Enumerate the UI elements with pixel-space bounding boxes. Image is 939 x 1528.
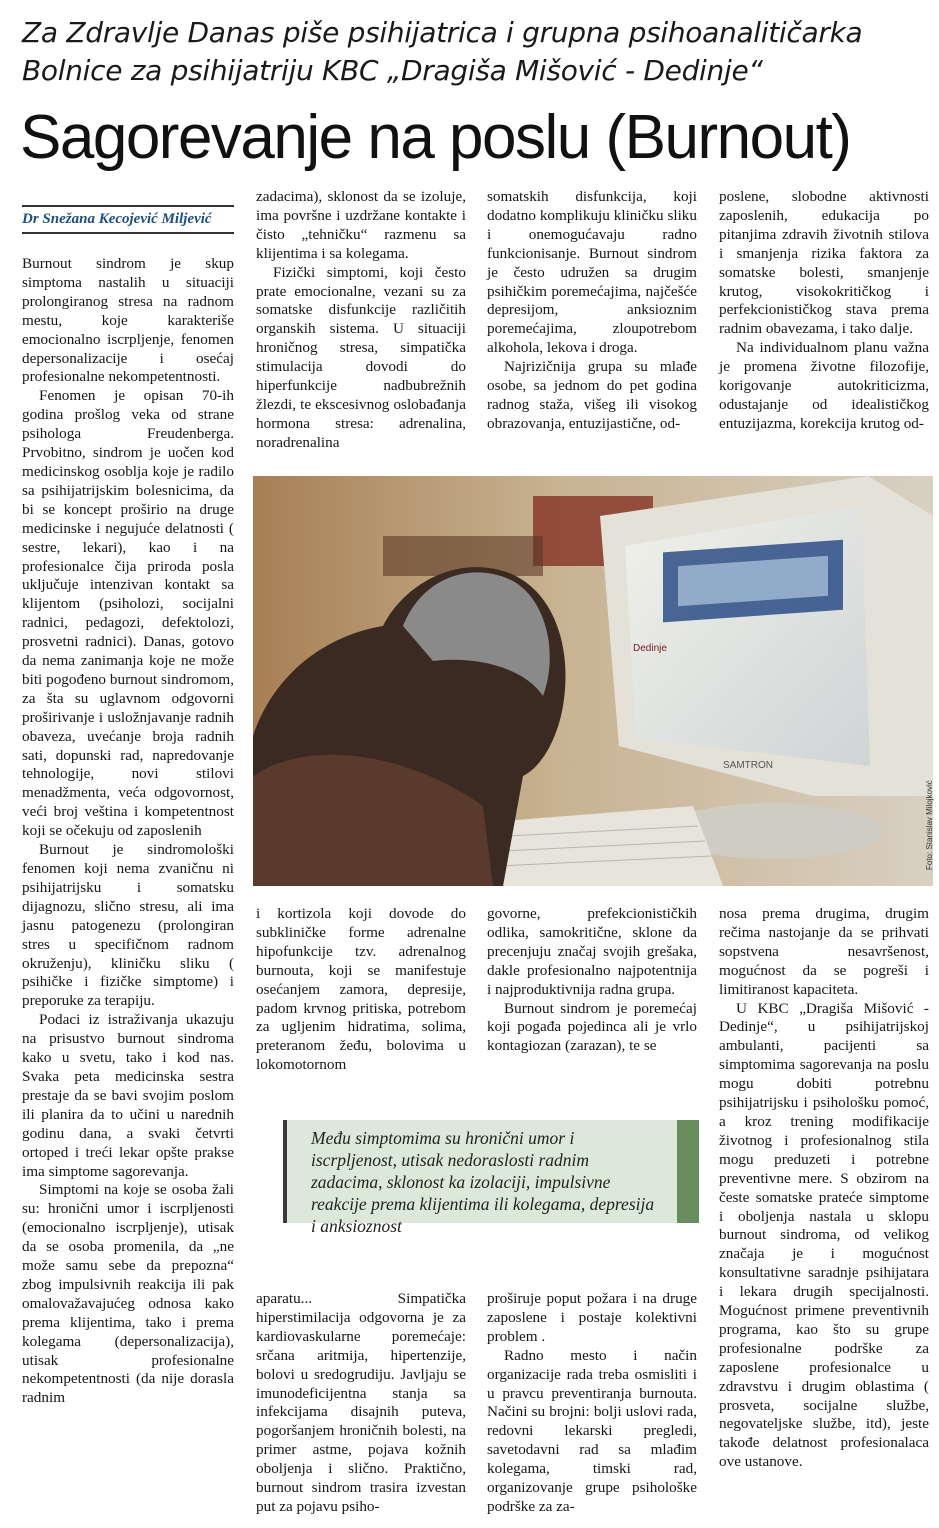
paragraph: nosa prema drugima, drugim rečima nastojanje da se prihvati sopstvena nesavršenost, mogućnost da se pogreši i limitiranost kapaciteta. [719,905,929,998]
screen-banner: Dedinje [633,643,667,654]
paragraph: poslene, slobodne aktivnosti zaposlenih, edukacija po pitanjima zdravih životnih stilova i smanjenja rizika faktora za somatske bolesti, smanjenje krutog, visokokritičkog i perfekcionističkog stava prema radnim obavezama, i tako dalje. [719,188,929,338]
column-4-top [719,188,929,434]
paragraph: Na individualnom planu važna je promena životne filozofije, korigovanje autokriticizma, odustajanje od idealističkog entuzijazma, korekcija krutog od- [719,339,929,432]
column-2-middle [256,905,466,1075]
paragraph: zadacima), sklonost da se izoluje, ima površne i uzdržane kontakte i čisto „tehničku“ razmenu sa klijentima i sa kolegama. [256,188,466,262]
paragraph: Fenomen je opisan 70-ih godina prošlog veka od strane psihologa Freudenberga. Prvobitno, sindrom je uočen kod medicinskog osoblja koje je radilo sa psihijatrijskim bolesnicima, da bi se koncept proširio na druge medicinske i negujuće delatnosti ( sestre, lekari), kao i na profesionalce čija priroda posla uključuje intenzivan kontakt sa klijentom (psiholozi, socijalni radnici, pedagozi, defektolozi, prosvetni radnici). Danas, gotovo da nema zanimanja koje ne može biti pogođeno burnout sindromom, za šta su uglavnom odgovorni proširivanje i usložnjavanje radnih obaveza, uvećanje broja radnih sati, dopunski rad, napredovanje tehnologije, novi stilovi menadžmenta, veća odgovornost, veći broj veština i kompetentnost koji se očekuju od zaposlenih [22,387,234,840]
paragraph: govorne, prefekcionističkih odlika, samokritične, sklone da precenjuju značaj svojih grešaka, dakle profesionalno najpotentnija i najproduktivnija radna grupa. [487,905,697,998]
article-photo [253,476,933,886]
pull-quote-accent-bar [677,1120,699,1223]
paragraph: Burnout sindrom je skup simptoma nastalih u situaciji prolongiranog stresa na radnom mestu, koje karakteriše emocionalno iscrpljenje, fenomen depersonalizacije i osećaj profesionalne nekompetentnosti. [22,255,234,386]
kicker-line-1: Za Zdravlje Danas piše psihijatrica i grupna psihoanalitičarka [22,16,863,49]
paragraph: Fizički simptomi, koji često prate emocionalne, vezani su za somatske disfunkcije različitih organskih sistema. U situaciji hroničnog stresa, simpatička stimulacija dovodi do hiperfunkcije nadbubrežnih žlezdi, te ekscesivnog oslobađanja hormona stresa: adrenalina, noradrenalina [256,263,466,451]
column-3-top [487,188,697,434]
column-3-middle [487,905,697,1056]
paragraph: aparatu... Simpatička hiperstimilacija odgovorna je za kardiovaskularne poremećaje: srčana aritmija, hipertenzije, bolovi u sredogrudiju. Javljaju se imunodeficijentna stanja sa infekcijama disajnih puteva, pogoršanjem hroničnih bolesti, na primer astme, pojava kožnih oboljenja i slično. Praktično, burnout sindrom trasira izvestan put za pojavu psiho- [256,1290,466,1515]
column-3-bottom [487,1290,697,1517]
pull-quote [283,1120,699,1236]
paragraph: U KBC „Dragiša Mišović - Dedinje“, u psihijatrijskoj ambulanti, pacijenti sa simptomima sagorevanja na poslu mogu dobiti potrebnu psihijatrijsku i psihološku pomoć, a kroz trening modifikacije životnog i profesionalnog stila mogu preduzeti i potrebne preventivne mere. S obzirom na česte somatske prateće simptome i oboljenja nastala u sklopu burnout sindroma, od velikog značaja je i mogućnost konsultativne saradnje psihijatara i lekara drugih specijalnosti. Mogućnost primene preventivnih programa, kao što su grupe profesionalne podrške za zaposlene profesionalce u zdravstvu i drugim oblastima ( prosveta, socijalne službe, negovateljske službe, itd), jeste takođe delatnost profesionalaca ove ustanove. [719,999,929,1471]
kicker [22,14,922,90]
paragraph: somatskih disfunkcija, koji dodatno komplikuju kliničku sliku i onemogućavaju radno funkcionisanje. Burnout sindrom je često udružen sa drugim psihičkim poremećajima, najčešće depresijom, anksioznim poremećajima, zloupotrebom alkohola, lekova i droga. [487,188,697,357]
column-4-bottom [719,905,929,1472]
paragraph: i kortizola koji dovode do subkliničke forme adrenalne hipofunkcije tzv. adrenalnog burnouta, koji se manifestuje osećanjem zamora, depresije, padom krvnog pritiska, potrebom za ugljenim hidratima, solima, preteranom žeđu, bolovima u lokomotornom [256,905,466,1074]
paragraph: Simptomi na koje se osoba žali su: hronični umor i iscrpljenosti (emocionalno iscrpljenje), utisak da se osoba promenila, da „ne može samu sebe da prepozna“ zbog impulsivnih reakcija ili pak omalovažavajućeg odnosa kako prema klijentima, tako i prema kolegama (depersonalizacija), utisak profesionalne nekompetentnosti (da nije dorasla radnim [22,1181,234,1407]
column-2-bottom [256,1290,466,1517]
photo-illustration [253,476,933,886]
monitor-brand: SAMTRON [723,760,773,771]
paragraph: proširuje poput požara i na druge zaposlene i postaje kolektivni problem . [487,1290,697,1345]
column-1 [22,255,234,1408]
kicker-line-2: Bolnice za psihijatriju KBC „Dragiša Mišović - Dedinje“ [22,54,763,87]
byline: Dr Snežana Kecojević Miljević [22,205,234,234]
paragraph: Radno mesto i način organizacije rada treba osmisliti i u pravcu preventiranja burnouta. Načini su brojni: bolji uslovi rada, redovni lekarski pregledi, savetodavni rad sa mlađim kolegama, timski rad, organizovanje grupe psihološke podrške za za- [487,1346,697,1515]
photo-credit: Foto: Stanislav Milojković [925,780,934,870]
column-2-top [256,188,466,453]
paragraph: Podaci iz istraživanja ukazuju na prisustvo burnout sindroma kako u svetu, tako i kod nas. Svaka peta medicinska sestra prestaje da se bavi svojim poslom ili planira da to učini u narednih godinu dana, a svaki četvrti ortoped i treći lekar opšte prakse ima simptome sagorevanja. [22,1011,234,1180]
paragraph: Burnout je sindromološki fenomen koji nema zvaničnu ni psihijatrijsku i somatsku dijagnozu, slično stresu, ali ima jasnu patogenezu (prolongiran stres u specifičnom radnom okruženju), kliničku sliku ( psihičke i fizičke simptome) i preporuke za terapiju. [22,841,234,1010]
paragraph: Burnout sindrom je poremećaj koji pogađa pojedinca ali je vrlo kontagiozan (zarazan), te se [487,999,697,1055]
pull-quote-text: Među simptomima su hronični umor i iscrpljenost, utisak nedoraslosti radnim zadacima, sklonost ka izolaciji, impulsivne reakcije prema klijentima ili kolegama, depresija i anksioznost [311,1128,655,1236]
paragraph: Najrizičnija grupa su mlađe osobe, sa jednom do pet godina radnog staža, višeg ili visokog obrazovanja, entuzijastične, od- [487,358,697,432]
headline: Sagorevanje na poslu (Burnout) [20,103,851,172]
